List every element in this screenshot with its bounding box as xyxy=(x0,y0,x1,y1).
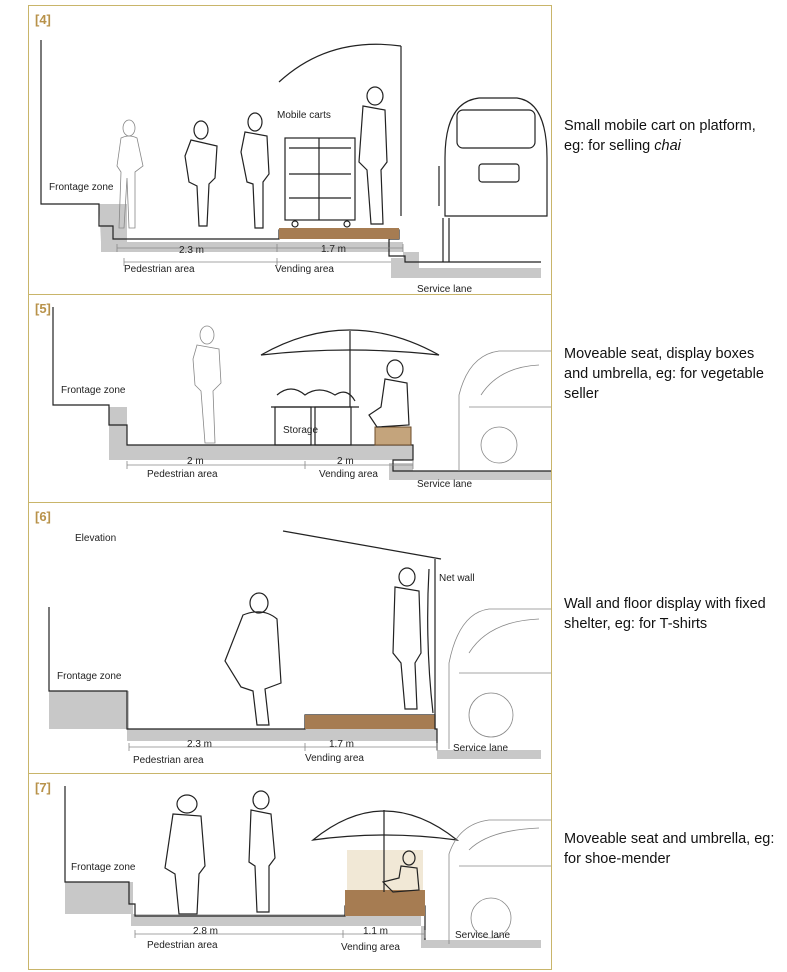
pedestrian-figure-1 xyxy=(185,121,217,226)
moveable-seat xyxy=(345,890,425,916)
frontage-zone-label: Frontage zone xyxy=(57,671,122,682)
display-boxes xyxy=(271,389,359,445)
pedestrian-area-label: Pedestrian area xyxy=(147,469,218,480)
frontage-zone-label: Frontage zone xyxy=(61,385,126,396)
pedestrian-figure-1 xyxy=(165,795,205,914)
caption-panel-7 xyxy=(564,829,779,869)
car-side-outline xyxy=(449,820,551,944)
elevation-label: Elevation xyxy=(75,533,117,544)
pedestrian-figure-2 xyxy=(249,791,275,912)
mobile-carts-label: Mobile carts xyxy=(277,110,331,121)
vending-dimension: 1.1 m xyxy=(363,926,389,937)
pedestrian-area-label: Pedestrian area xyxy=(147,940,218,951)
panel-number: [4] xyxy=(35,12,51,27)
caption-text: Moveable seat and umbrella, eg: for shoe-mender xyxy=(564,831,775,867)
frontage-zone-label: Frontage zone xyxy=(71,862,136,873)
pedestrian-area-label: Pedestrian area xyxy=(133,755,204,766)
pedestrian-dimension: 2.3 m xyxy=(187,739,213,750)
frontage-zone-label: Frontage zone xyxy=(49,182,114,193)
pedestrian-dimension: 2.8 m xyxy=(193,926,219,937)
vending-area-label: Vending area xyxy=(305,753,364,764)
vending-dimension: 1.7 m xyxy=(329,739,355,750)
car-side-outline xyxy=(459,351,551,471)
bus-front xyxy=(439,98,547,262)
pedestrian-figure xyxy=(225,593,281,725)
panel-number: [5] xyxy=(35,301,51,316)
vending-platform xyxy=(279,228,399,239)
pedestrian-dimension: 2 m xyxy=(187,456,204,467)
caption-text: Small mobile cart on platform, eg: for selling xyxy=(564,118,756,154)
service-lane-label: Service lane xyxy=(417,479,473,490)
panel-6 xyxy=(28,502,552,774)
mobile-cart xyxy=(285,138,355,227)
section-drawing-4 xyxy=(29,6,553,296)
service-lane-label: Service lane xyxy=(417,284,473,295)
vendor-figure xyxy=(393,568,421,709)
service-lane-label: Service lane xyxy=(455,930,511,941)
storage-label: Storage xyxy=(283,425,319,436)
caption-italic-word: chai xyxy=(654,138,681,154)
moveable-seat xyxy=(375,427,411,445)
vendor-figure xyxy=(369,360,409,427)
vending-dimension: 1.7 m xyxy=(321,244,347,255)
panel-number: [7] xyxy=(35,780,51,795)
vending-area-label: Vending area xyxy=(319,469,378,480)
caption-text: Wall and floor display with fixed shelter, eg: for T-shirts xyxy=(564,596,766,632)
pedestrian-figure-2 xyxy=(241,113,269,228)
vending-dimension: 2 m xyxy=(337,456,354,467)
section-drawing-5 xyxy=(29,295,553,504)
panel-7 xyxy=(28,773,552,970)
vending-area-label: Vending area xyxy=(275,264,334,275)
panel-4 xyxy=(28,5,552,295)
caption-panel-4 xyxy=(564,116,779,156)
net-wall-label: Net wall xyxy=(439,573,475,584)
vending-area-label: Vending area xyxy=(341,942,400,953)
pedestrian-figure-outline xyxy=(193,326,221,443)
caption-text: Moveable seat, display boxes and umbrella, eg: for vegetable seller xyxy=(564,346,764,402)
floor-display-platform xyxy=(305,715,435,729)
caption-panel-6 xyxy=(564,594,779,634)
pedestrian-area-label: Pedestrian area xyxy=(124,264,195,275)
caption-panel-5 xyxy=(564,344,779,404)
service-lane-label: Service lane xyxy=(453,743,509,754)
vendor-figure xyxy=(359,87,387,224)
panel-5 xyxy=(28,294,552,503)
panel-number: [6] xyxy=(35,509,51,524)
pedestrian-dimension: 2.3 m xyxy=(179,245,205,256)
fixed-shelter-roof xyxy=(283,531,441,559)
car-side-outline xyxy=(449,609,551,749)
